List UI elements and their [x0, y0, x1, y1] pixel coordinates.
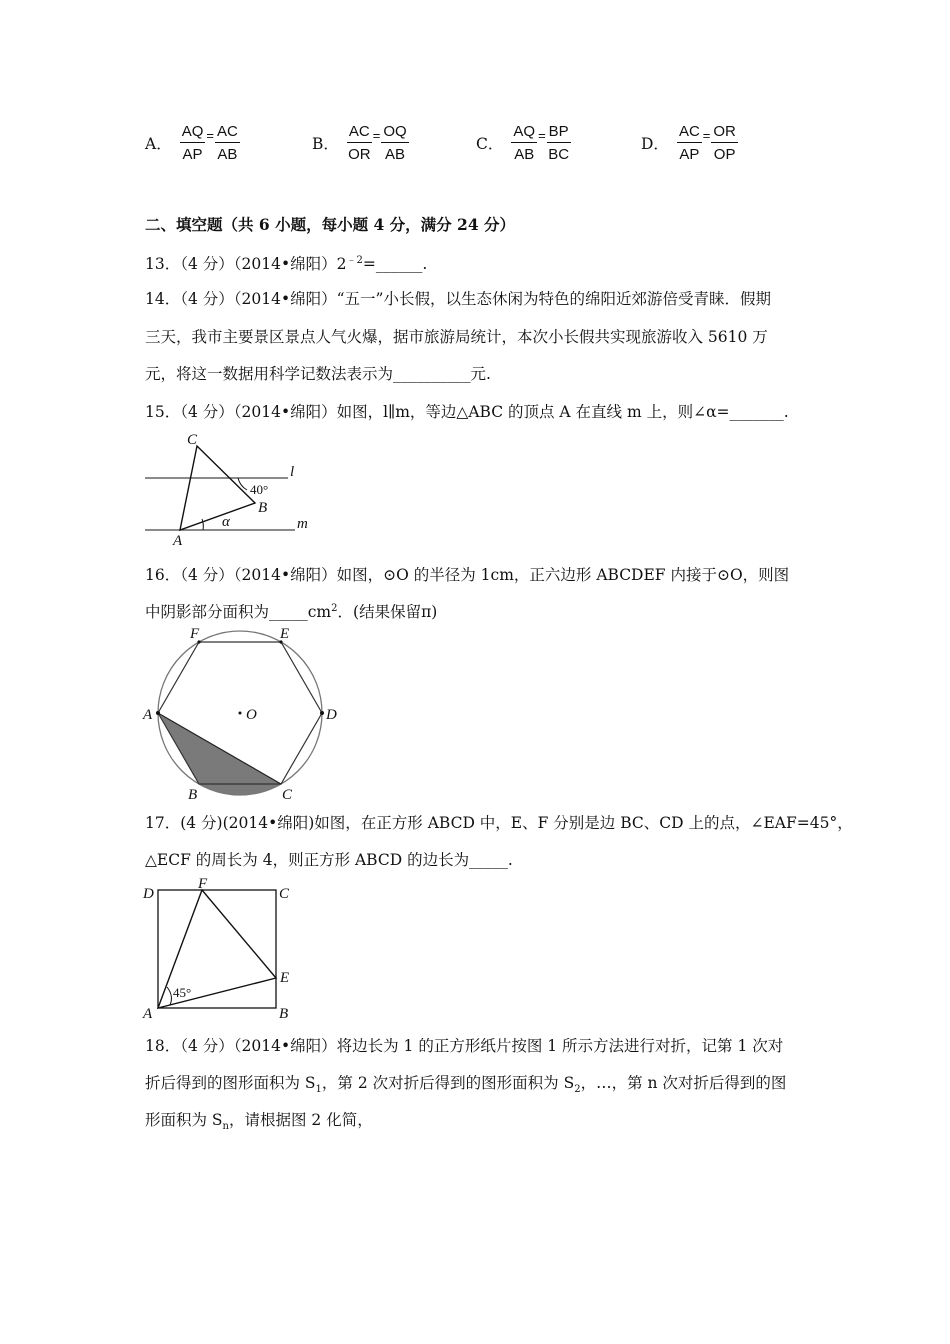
question-16-line-2	[145, 600, 437, 622]
label-b: B	[279, 1006, 289, 1022]
numerator: AQ	[180, 123, 206, 143]
label-45: 45°	[173, 985, 192, 1000]
label-c: C	[279, 886, 290, 902]
question-15: 15．（4 分）（2014•绵阳）如图，l∥m，等边△ABC 的顶点 A 在直线 m 上，则∠α=_______.	[145, 403, 789, 421]
fraction	[347, 123, 372, 163]
label-c: C	[187, 432, 198, 448]
section-title: 二、填空题（共 6 小题，每小题 4 分，满分 24 分）	[145, 215, 516, 234]
q18-text-b: ，第 2 次对折后得到的图形面积为 S	[321, 1074, 575, 1092]
numerator: OR	[711, 123, 738, 143]
label-f: F	[198, 876, 208, 892]
denominator: AB	[514, 146, 535, 163]
option-c	[476, 118, 571, 168]
q18-sub-2: 2	[574, 1084, 581, 1096]
denominator: OP	[713, 146, 736, 163]
q18-text-d: 形面积为 S	[145, 1111, 223, 1129]
fraction	[711, 123, 738, 163]
option-letter: C．	[476, 135, 504, 153]
equals-sign: =	[206, 127, 214, 143]
denominator: AP	[679, 146, 700, 163]
label-e: E	[280, 626, 290, 642]
q16-exponent: 2	[331, 602, 338, 614]
fraction	[547, 123, 571, 163]
question-17-line-1: 17．(4 分)(2014•绵阳)如图，在正方形 ABCD 中，E、F 分别是边 BC、CD 上的点，∠EAF=45°，	[145, 814, 853, 832]
question-14-line-1: 14．（4 分）（2014•绵阳）“五一”小长假，以生态休闲为特色的绵阳近郊游倍受青睐．假期	[145, 290, 771, 308]
label-o: O	[246, 707, 257, 723]
label-b: B	[258, 500, 268, 516]
angle-45-arc	[167, 987, 171, 1005]
label-e: E	[280, 970, 290, 986]
fraction	[677, 123, 702, 163]
fraction	[511, 123, 537, 163]
q13-exponent: ﹣2	[346, 255, 363, 266]
label-a: A	[173, 533, 183, 548]
q13-text: 13．（4 分）（2014•绵阳）2	[145, 255, 347, 274]
angle-alpha-arc	[202, 519, 203, 530]
label-b: B	[188, 787, 198, 803]
q18-text-a: 折后得到的图形面积为 S	[145, 1074, 316, 1092]
equals-sign: =	[702, 127, 711, 143]
q13-blank: =______.	[362, 255, 428, 274]
option-letter: D．	[641, 135, 669, 153]
question-13	[145, 251, 427, 274]
q15-figure	[140, 428, 320, 548]
q17-figure	[140, 874, 310, 1024]
label-40: 40°	[250, 482, 269, 497]
fraction	[180, 123, 206, 163]
equals-sign: =	[372, 127, 381, 143]
fraction	[215, 123, 240, 163]
denominator: AB	[217, 146, 238, 163]
label-d: D	[326, 707, 337, 723]
question-18-line-3	[145, 1108, 373, 1132]
fraction	[381, 123, 408, 163]
label-m: m	[297, 516, 308, 532]
numerator: OQ	[381, 123, 408, 143]
equals-sign: =	[538, 127, 546, 143]
label-c: C	[282, 787, 293, 803]
q16-text: 中阴影部分面积为_____cm	[145, 603, 332, 621]
q18-sub-1: 1	[315, 1084, 322, 1096]
shaded-region	[158, 713, 281, 795]
question-17-line-2: △ECF 的周长为 4，则正方形 ABCD 的边长为_____.	[145, 851, 513, 869]
option-b	[312, 118, 409, 168]
label-a: A	[143, 1006, 153, 1022]
numerator: BP	[547, 123, 571, 143]
label-f: F	[190, 626, 200, 642]
question-14-line-3: 元，将这一数据用科学记数法表示为__________元.	[145, 365, 491, 383]
label-a: A	[143, 707, 153, 723]
label-d: D	[143, 886, 154, 902]
question-18-line-1: 18．（4 分）（2014•绵阳）将边长为 1 的正方形纸片按图 1 所示方法进行对折，记第 1 次对	[145, 1037, 784, 1055]
q16-suffix: ．(结果保留π)	[337, 603, 438, 621]
label-l: l	[290, 464, 295, 480]
option-letter: A．	[145, 135, 172, 153]
option-d	[641, 118, 738, 168]
question-16-line-1: 16．（4 分）（2014•绵阳）如图，⊙O 的半径为 1cm，正六边形 ABCDEF 内接于⊙O，则图	[145, 566, 790, 584]
q18-text-e: ，请根据图 2 化简，	[229, 1111, 373, 1129]
q18-sub-n: n	[222, 1121, 229, 1133]
denominator: AB	[384, 146, 405, 163]
option-letter: B．	[312, 135, 339, 153]
numerator: AC	[215, 123, 240, 143]
question-18-line-2	[145, 1071, 786, 1095]
q16-figure	[140, 624, 350, 804]
label-alpha: α	[222, 514, 230, 530]
numerator: AC	[347, 123, 372, 143]
numerator: AQ	[511, 123, 537, 143]
denominator: BC	[548, 146, 570, 163]
numerator: AC	[677, 123, 702, 143]
option-a	[145, 118, 240, 168]
denominator: AP	[182, 146, 203, 163]
question-14-line-2: 三天，我市主要景区景点人气火爆，据市旅游局统计，本次小长假共实现旅游收入 5610 万	[145, 328, 768, 346]
center-point	[239, 712, 242, 715]
q18-text-c: ，…，第 n 次对折后得到的图	[580, 1074, 787, 1092]
denominator: OR	[348, 146, 371, 163]
